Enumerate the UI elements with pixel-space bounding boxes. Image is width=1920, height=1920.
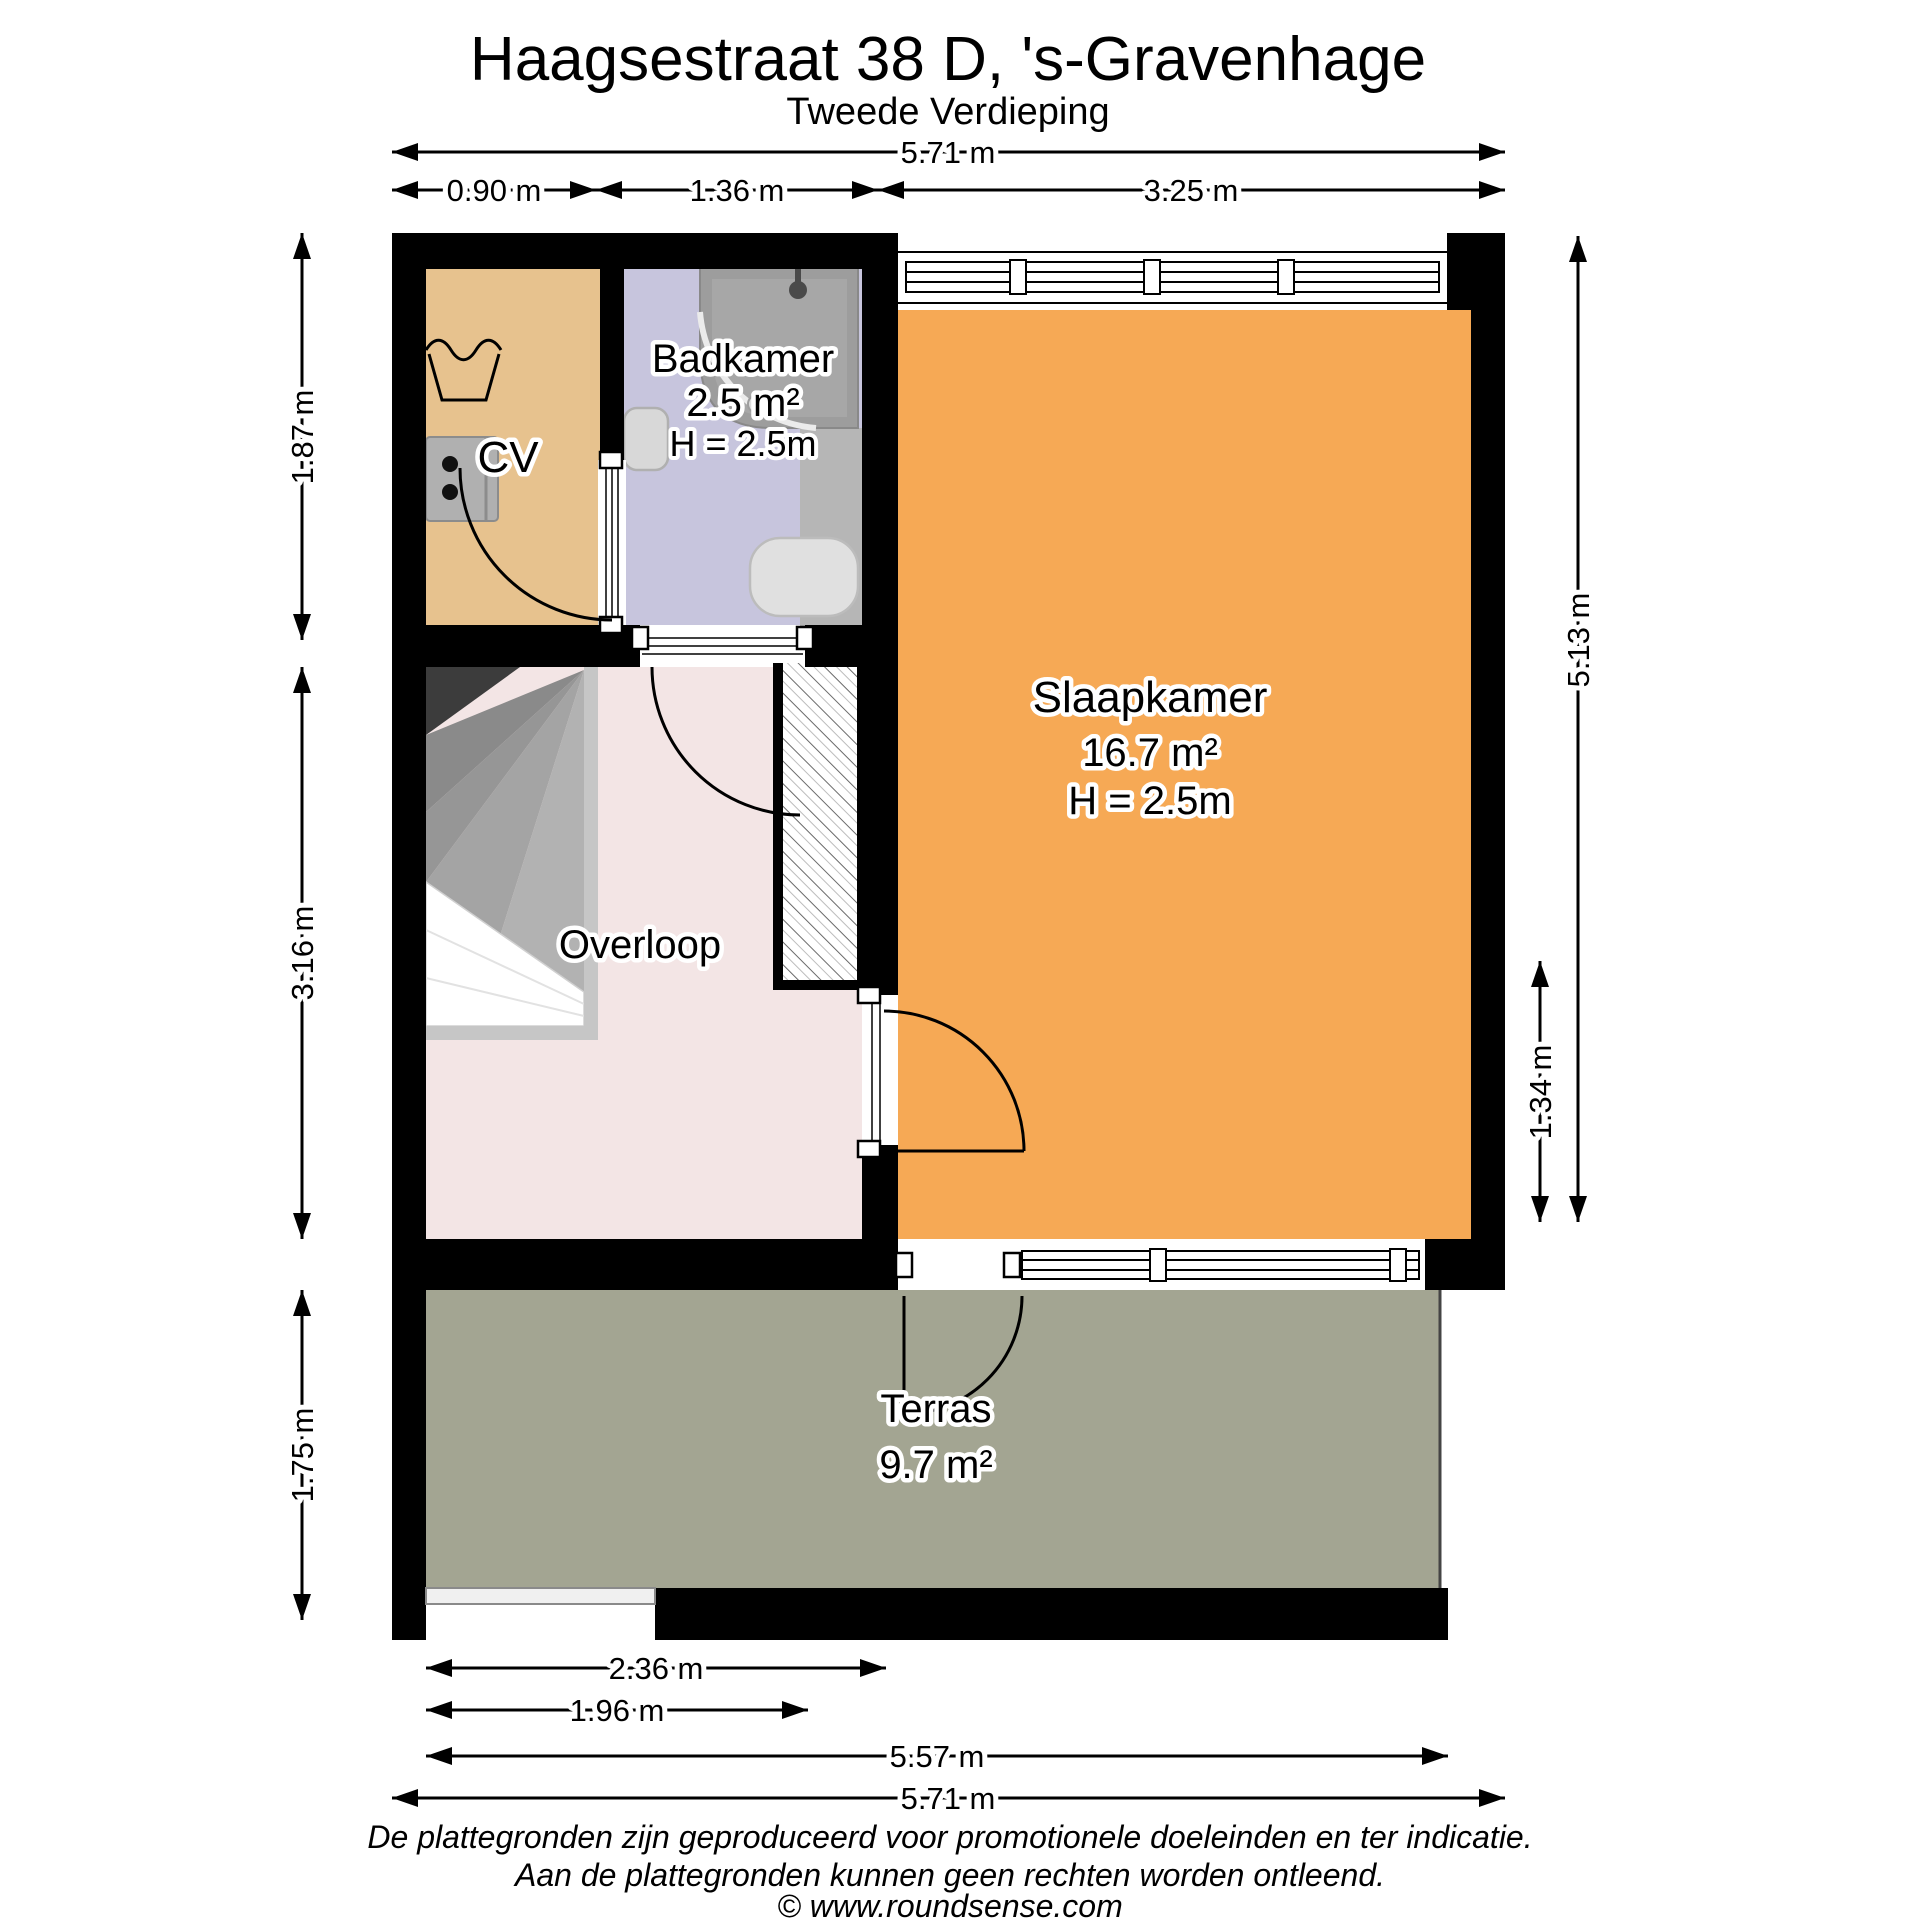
door-jamb — [632, 627, 648, 649]
window-band — [1016, 1239, 1425, 1290]
window-mullion — [1150, 1249, 1166, 1281]
dim-label-bottom-terras-2: 1.96 m — [569, 1693, 665, 1728]
wall-corner-topright — [1447, 233, 1505, 310]
window-bottom-slaapkamer — [1016, 1239, 1425, 1290]
arrow-right-icon — [570, 181, 596, 199]
stair-handrail — [584, 667, 598, 1040]
terras-floor — [426, 1290, 1440, 1588]
arrow-left-icon — [426, 1701, 452, 1719]
page-title: Haagsestraat 38 D, 's-Gravenhage — [469, 25, 1427, 94]
door-jamb — [600, 452, 622, 468]
dim-label-bottom-terras-1: 2.36 m — [608, 1651, 704, 1686]
arrow-left-icon — [392, 1789, 418, 1807]
window-mullion — [1010, 260, 1026, 294]
slaapkamer-height-label: H = 2.5m — [1068, 779, 1232, 823]
arrow-right-icon — [1479, 181, 1505, 199]
arrow-up-icon — [293, 1290, 311, 1316]
window-mullion — [1278, 260, 1294, 294]
overloop-name-label: Overloop — [558, 923, 722, 967]
dim-label-top-cv: 0.90 m — [446, 173, 542, 208]
badkamer-name-label: Badkamer — [651, 337, 835, 381]
wall-mid-right — [805, 625, 898, 667]
footer-disclaimer-1: De plattegronden zijn geproduceerd voor promotionele doeleinden en ter indicatie. — [367, 1819, 1533, 1855]
shaft — [778, 650, 862, 985]
arrow-right-icon — [782, 1701, 808, 1719]
door-jamb — [1004, 1253, 1020, 1277]
door-opening — [898, 1239, 1016, 1290]
terras-name-label: Terras — [880, 1387, 992, 1431]
badkamer-area-label: 2.5 m² — [686, 381, 800, 425]
terras-railing — [426, 1588, 655, 1604]
door-jamb — [797, 627, 813, 649]
dim-label-right-window: 1.34 m — [1523, 1044, 1558, 1140]
cv-room-label: CV — [477, 433, 539, 482]
arrow-down-icon — [293, 1594, 311, 1620]
shaft-hatched-void — [778, 650, 862, 985]
arrow-left-icon — [596, 181, 622, 199]
door-jamb — [858, 1141, 880, 1157]
window-mullion — [1144, 260, 1160, 294]
arrow-down-icon — [1531, 1196, 1549, 1222]
cv-boiler-knob — [442, 456, 458, 472]
arrow-left-icon — [392, 181, 418, 199]
badkamer-height-label: H = 2.5m — [669, 423, 817, 464]
wall-bottom-overloop — [392, 1239, 898, 1290]
dim-label-bottom-terras-total: 5.57 m — [889, 1739, 985, 1774]
wall-left — [392, 233, 426, 1640]
arrow-left-icon — [878, 181, 904, 199]
wall-terras-bottom — [655, 1588, 1448, 1640]
arrow-left-icon — [426, 1659, 452, 1677]
cv-boiler-knob — [442, 484, 458, 500]
dim-label-right-total: 5.13 m — [1561, 592, 1596, 688]
arrow-up-icon — [293, 233, 311, 259]
arrow-right-icon — [1479, 1789, 1505, 1807]
wall-top — [392, 233, 898, 269]
slaapkamer-name-label: Slaapkamer — [1032, 673, 1268, 722]
sink — [624, 408, 668, 470]
arrow-right-icon — [1422, 1747, 1448, 1765]
arrow-down-icon — [1569, 1196, 1587, 1222]
dim-label-bottom-total: 5.71 m — [900, 1781, 996, 1816]
wall-corner-bottomright — [1425, 1239, 1505, 1290]
dim-label-top-total: 5.71 m — [900, 135, 996, 170]
door-jamb — [858, 987, 880, 1003]
header — [470, 25, 1426, 133]
footer-disclaimer-2: Aan de plattegronden kunnen geen rechten worden ontleend. — [514, 1857, 1386, 1893]
stair-opening-edge — [426, 1026, 598, 1040]
dim-label-top-slaapkamer: 3.25 m — [1143, 173, 1239, 208]
dim-label-left-terras: 1.75 m — [285, 1407, 320, 1503]
arrow-left-icon — [426, 1747, 452, 1765]
dim-label-top-badkamer: 1.36 m — [689, 173, 785, 208]
wall-overloop-slaapkamer — [862, 1145, 898, 1239]
dim-label-left-badkamer: 1.87 m — [285, 389, 320, 485]
arrow-down-icon — [293, 1213, 311, 1239]
shower-head-icon — [789, 281, 807, 299]
terras-area-label: 9.7 m² — [879, 1443, 993, 1487]
footer — [367, 1819, 1532, 1920]
wall-right — [1471, 233, 1505, 1290]
arrow-down-icon — [293, 614, 311, 640]
slaapkamer-area-label: 16.7 m² — [1082, 731, 1218, 775]
arrow-up-icon — [293, 667, 311, 693]
dim-label-left-overloop: 3.16 m — [285, 905, 320, 1001]
arrow-up-icon — [1569, 236, 1587, 262]
wall-cv-badkamer — [600, 267, 624, 460]
window-mullion — [1390, 1249, 1406, 1281]
window-top-slaapkamer — [898, 233, 1447, 310]
arrow-right-icon — [1479, 143, 1505, 161]
toilet — [750, 538, 858, 616]
arrow-up-icon — [1531, 961, 1549, 987]
arrow-right-icon — [852, 181, 878, 199]
arrow-right-icon — [860, 1659, 886, 1677]
arrow-left-icon — [392, 143, 418, 161]
page-subtitle: Tweede Verdieping — [786, 91, 1110, 133]
door-jamb — [896, 1253, 912, 1277]
footer-credit: © www.roundsense.com — [777, 1888, 1123, 1920]
